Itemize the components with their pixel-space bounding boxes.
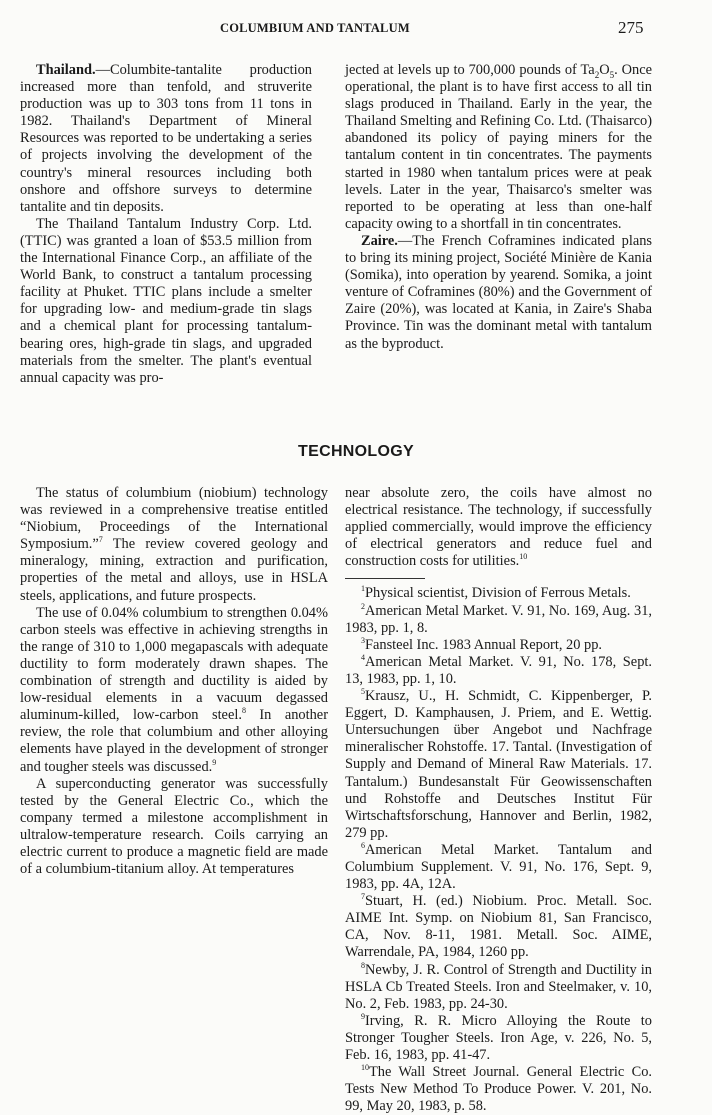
footnote-number: 6: [361, 841, 365, 851]
footnote-number: 2: [361, 601, 365, 611]
footnote-number: 3: [361, 635, 365, 645]
paragraph-text: —The French Coframines indicated plans to bring its mining project, Société Minière de Kania (Somika), into operation by yearend. Somika, a joint venture of Coframines (80%) and the Government of Zaire (20%), was located at Kania, in Zaire's Shaba Province. Tin was the dominant metal with tantalum as the byproduct.: [345, 232, 652, 352]
running-head: COLUMBIUM AND TANTALUM: [220, 21, 410, 35]
footnote: [345, 962, 652, 1013]
footnote-number: 5: [361, 687, 365, 697]
column-top-right: [345, 62, 652, 353]
footnote-text: Newby, J. R. Control of Strength and Ductility in HSLA Cb Treated Steels. Iron and Steelmaker, v. 10, No. 2, Feb. 1983, pp. 24-30.: [345, 961, 652, 1012]
footnote-ref: 8: [241, 706, 246, 716]
footnote-text: The Wall Street Journal. General Electric Co. Tests New Method To Produce Power. V. 201, No. 99, May 20, 1983, p. 58.: [345, 1064, 652, 1115]
footnote-text: Krausz, U., H. Schmidt, C. Kippenberger, P. Eggert, D. Kamphausen, J. Priem, and E. Wettig. Untersuchungen über Angebot und Nachfrage mineralischer Rohstoffe. 17. Tantal. (Investigation of Supply and Demand of Mineral Raw Materials. 17. Tantalum.) Bundesanstalt Für Geowissenschaften und Rohstoffe and Deutsches Institut Für Wirtschaftsforschung, Hannover and Berlin, 1982, 279 pp.: [345, 688, 652, 841]
text-run: near absolute zero, the coils have almost no electrical resistance. The technology, if successfully applied commercially, would improve the efficiency of electrical generators and reduce fuel and construction costs for utilities.: [345, 485, 652, 570]
text-run: In another review, the role that columbium and other alloying elements have played in the development of stronger and tougher steels was discussed.: [20, 707, 328, 775]
footnote: [345, 654, 652, 688]
page-number: 275: [618, 18, 644, 37]
subscript: 5: [609, 69, 615, 80]
footnote: [345, 842, 652, 893]
footnote-text: Stuart, H. (ed.) Niobium. Proc. Metall. Soc. AIME Int. Symp. on Niobium 81, San Francisco, CA, Nov. 8-11, 1981. Metall. Soc. AIME, Warrendale, PA, 1984, 1260 pp.: [345, 893, 652, 961]
footnote-number: 1: [361, 584, 365, 594]
paragraph-superconducting-generator: A superconducting generator was successfully tested by the General Electric Co., which the company termed a milestone accomplishment in ultralow-temperature research. Coils carrying an electric current to produce a magnetic field are made of a columbium-titanium alloy. At temperatures: [20, 775, 328, 878]
page-header: [0, 18, 712, 42]
column-bottom-right: [345, 485, 652, 1115]
footnote: [345, 1064, 652, 1115]
text-run: The review covered geology and mineralogy, mining, extraction and purification, properties of the metal and alloys, use in HSLA steels, applications, and future prospects.: [20, 536, 328, 604]
footnote: [345, 893, 652, 961]
text-run: The use of 0.04% columbium to strengthen 0.04% carbon steels was effective in achieving strengths in the range of 310 to 1,000 megapascals with adequate ductility to form moderately drawn shapes. The combination of strength and ductility is aided by low-residual elements in a vacuum degassed aluminum-killed, low-carbon steel.: [20, 604, 328, 724]
text-run: The status of columbium (niobium) technology was reviewed in a comprehensive treatise entitled “Niobium, Proceedings of the International Symposium.”: [20, 485, 328, 553]
paragraph-columbium-steel: [20, 605, 328, 776]
footnote: [345, 637, 652, 654]
footnote-number: 8: [361, 960, 365, 970]
country-heading-zaire: Zaire.: [361, 232, 398, 249]
footnote-text: American Metal Market. V. 91, No. 178, Sept. 13, 1983, pp. 1, 10.: [345, 653, 652, 687]
paragraph-thailand: [20, 62, 312, 216]
paragraph-niobium-review: [20, 485, 328, 605]
paragraph-ttic: The Thailand Tantalum Industry Corp. Ltd. (TTIC) was granted a loan of $53.5 million from the International Finance Corp., an affiliate of the World Bank, to construct a tantalum processing facility at Phuket. TTIC plans include a smelter for upgrading low- and medium-grade tin slags and a chemical plant for processing tantalum-bearing ores, high-grade tin slags, and upgraded materials from the smelter. The plant's eventual annual capacity was pro-: [20, 215, 312, 386]
footnote-number: 9: [361, 1012, 365, 1022]
section-heading-technology: TECHNOLOGY: [298, 443, 414, 460]
text-run: . Once operational, the plant is to have first access to all tin slags produced in Thailand. Early in the year, the Thailand Smelting and Refining Co. Ltd. (Thaisarco) abandoned its policy of paying miners for the tantalum content in tin concentrates. The payments started in 1980 when tantalum prices were at peak levels. Later in the year, Thaisarco's smelter was reported to be operating at less than one-half capacity owing to a shortfall in tin concentrates.: [345, 62, 652, 232]
footnote: [345, 1013, 652, 1064]
footnote-text: American Metal Market. V. 91, No. 169, Aug. 31, 1983, pp. 1, 8.: [345, 602, 652, 636]
paragraph-zaire: [345, 233, 652, 353]
footnote-divider: [345, 578, 425, 579]
footnote: [345, 585, 652, 602]
subscript: 2: [594, 69, 600, 80]
footnote: [345, 688, 652, 842]
footnote-text: American Metal Market. Tantalum and Columbium Supplement. V. 91, No. 176, Sept. 9, 1983, pp. 4A, 12A.: [345, 841, 652, 893]
footnote-number: 7: [361, 892, 365, 902]
text-run: jected at levels up to 700,000 pounds of Ta: [345, 62, 595, 78]
paragraph-generator-continued: [345, 485, 652, 570]
footnote-text: Irving, R. R. Micro Alloying the Route to Stronger Tougher Steels. Iron Age, v. 226, No. 5, Feb. 16, 1983, pp. 41-47.: [345, 1012, 652, 1063]
footnotes: [345, 585, 652, 1115]
column-top-left: [20, 62, 312, 387]
footnote-ref: 10: [519, 552, 528, 562]
paragraph-thailand-continued: [345, 62, 652, 233]
footnote-ref: 9: [212, 757, 217, 767]
country-heading-thailand: Thailand.: [36, 62, 96, 78]
column-bottom-left: [20, 485, 328, 878]
footnote: [345, 603, 652, 637]
footnote-ref: 7: [98, 535, 103, 545]
footnote-text: Fansteel Inc. 1983 Annual Report, 20 pp.: [365, 636, 603, 653]
paragraph-text: —Columbite-tantalite production increased more than tenfold, and struverite production was up to 303 tons from 11 tons in 1982. Thailand's Department of Mineral Resources was reported to be undertaking a series of projects involving the development of the country's mineral resources including both onshore and offshore surveys to determine tantalite and tin deposits.: [20, 62, 312, 215]
footnote-number: 4: [361, 653, 365, 663]
text-run: O: [599, 62, 610, 78]
footnote-number: 10: [361, 1063, 369, 1073]
footnote-text: Physical scientist, Division of Ferrous Metals.: [365, 585, 631, 602]
